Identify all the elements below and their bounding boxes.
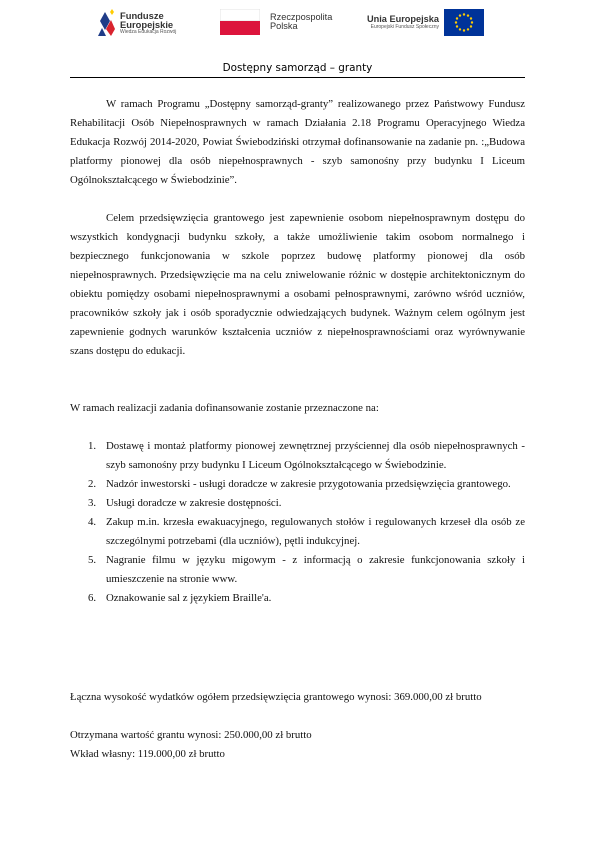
title-underline xyxy=(70,77,525,78)
list-item xyxy=(70,475,525,494)
rp-logo-line1: Rzeczpospolita xyxy=(270,11,333,22)
list-item xyxy=(70,551,525,589)
list-item-number: 6. xyxy=(88,592,97,604)
eu-flag-icon xyxy=(444,9,484,36)
page-title: Dostępny samorząd – granty xyxy=(222,62,373,74)
list-item-text: Dostawę i montaż platformy pionowej zewnętrznej przyściennej dla osób niepełnosprawnych - szyb samonośny przy budynku I Liceum Ogólnokształcącego w Świebodzinie. xyxy=(106,440,525,471)
unia-europejska-logo xyxy=(367,9,484,36)
list-item-number: 5. xyxy=(88,554,97,566)
list-item xyxy=(70,513,525,551)
funding-items-list xyxy=(70,437,525,608)
logo-bar xyxy=(0,0,595,52)
list-item-text: Nadzór inwestorski - usługi doradcze w zakresie przygotowania przedsięwzięcia grantowego. xyxy=(106,478,511,490)
list-item-text: Oznakowanie sal z językiem Braille'a. xyxy=(106,592,272,604)
intro-paragraph: W ramach Programu „Dostępny samorząd-granty” realizowanego przez Państwowy Fundusz Rehabilitacji Osób Niepełnosprawnych w ramach Działania 2.18 Programu Operacyjnego Wiedza Edukacja Rozwój 2014-2020, Powiat Świebodziński otrzymał dofinansowanie na zadanie pn. :„Budowa platformy pionowej dla osób niepełnosprawnych - szyb samonośny przy budynku I Liceum Ogólnokształcącego w Świebodzinie”. xyxy=(70,98,525,186)
list-item-number: 4. xyxy=(88,516,97,528)
list-item-text: Usługi doradcze w zakresie dostępności. xyxy=(106,497,282,509)
list-item xyxy=(70,437,525,475)
fundusze-europejskie-icon xyxy=(97,9,117,37)
rp-logo-line2: Polska xyxy=(270,21,298,31)
rzeczpospolita-polska-logo xyxy=(220,9,332,35)
ue-logo-line1: Unia Europejska xyxy=(367,14,439,25)
fe-logo-line1: Fundusze xyxy=(120,9,164,21)
grant-amount-text: Otrzymana wartość grantu wynosi: 250.000,00 zł brutto xyxy=(70,729,312,741)
polish-flag-icon xyxy=(220,9,260,35)
ue-logo-line2: Europejski Fundusz Społeczny xyxy=(370,23,439,30)
funding-intro-paragraph: W ramach realizacji zadania dofinansowanie zostanie przeznaczone na: xyxy=(70,402,379,414)
list-item-text: Nagranie filmu w języku migowym - z informacją o zakresie funkcjonowania szkoły i umieszczenie na stronie www. xyxy=(106,554,525,585)
list-item xyxy=(70,589,525,608)
list-item-number: 1. xyxy=(88,440,97,452)
list-item xyxy=(70,494,525,513)
fundusze-europejskie-logo xyxy=(97,9,176,37)
list-item-number: 3. xyxy=(88,497,97,509)
own-contribution-text: Wkład własny: 119.000,00 zł brutto xyxy=(70,748,225,760)
list-item-number: 2. xyxy=(88,478,97,490)
list-item-text: Zakup m.in. krzesła ewakuacyjnego, regulowanych stołów i regulowanych krzeseł dla osób ze szczególnymi potrzebami (dla uczniów), pętli indukcyjnej. xyxy=(106,516,525,547)
fe-logo-line2: Europejskie xyxy=(120,19,174,31)
goal-paragraph: Celem przedsięwzięcia grantowego jest zapewnienie osobom niepełnosprawnym dostępu do wszystkich kondygnacji budynku szkoły, a także umożliwienie takim osobom normalnego i bezpiecznego funkcjonowania w szkole poprzez budowę platformy pionowej dla osób niepełnosprawnych. Przedsięwzięcie ma na celu zniwelowanie różnic w dostępie architektonicznym do obiektu pomiędzy osobami niepełnosprawnymi a osobami pełnosprawnymi, zarówno wśród uczniów, pracowników szkoły jak i osób sporadycznie odwiedzających budynek. Ważnym celem ogólnym jest zapewnienie godnych warunków kształcenia uczniów z niepełnosprawnościami oraz wyrównywanie szans dostępu do edukacji. xyxy=(70,212,525,357)
fe-logo-line3: Wiedza Edukacja Rozwój xyxy=(120,29,177,36)
total-cost-text: Łączna wysokość wydatków ogółem przedsięwzięcia grantowego wynosi: 369.000,00 zł brutto xyxy=(70,691,482,703)
